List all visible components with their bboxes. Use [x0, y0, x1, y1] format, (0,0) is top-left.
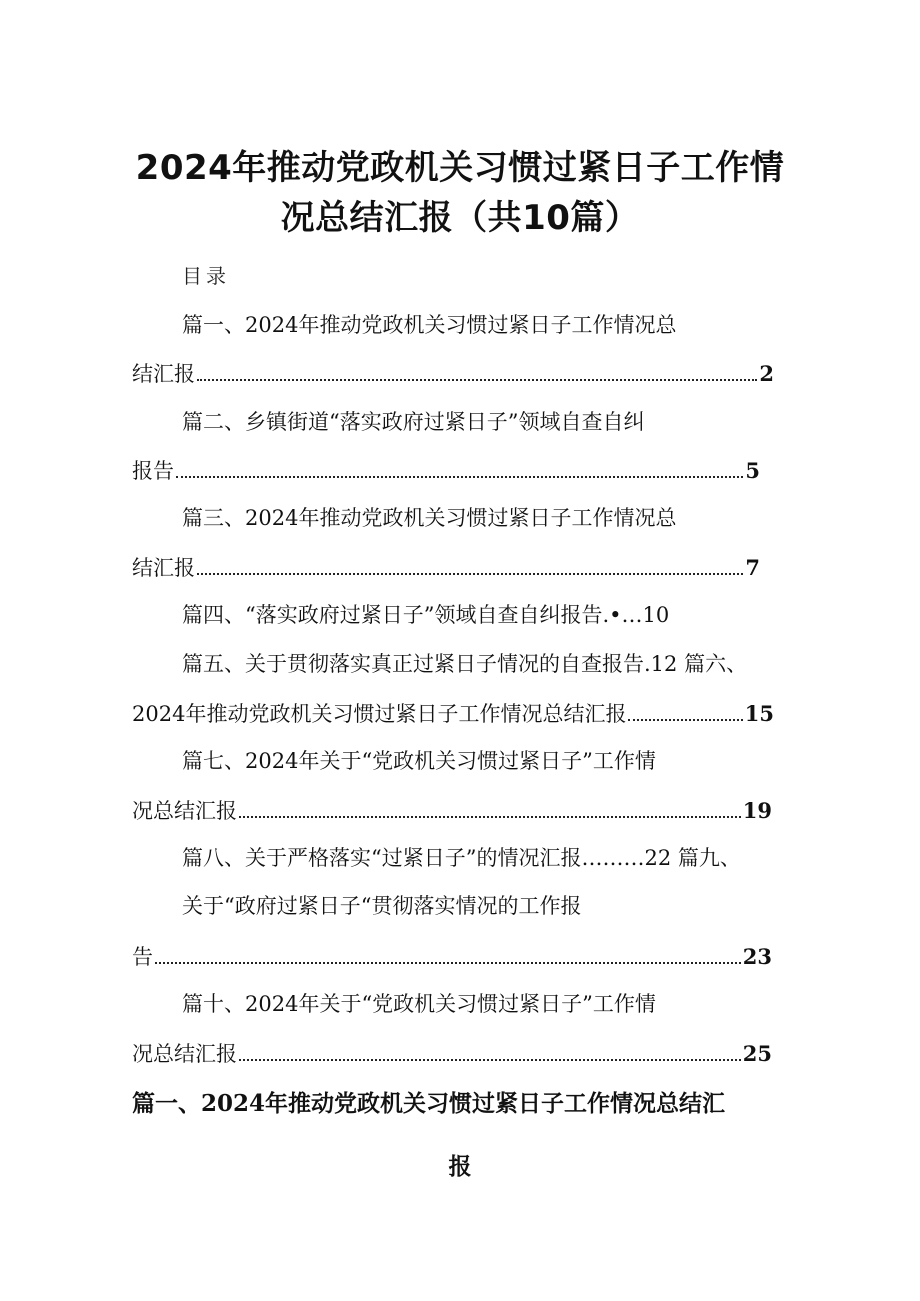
toc-entry-7-line1[interactable]: 篇七、2024年关于“党政机关习惯过紧日子”工作情 [182, 749, 656, 773]
toc-entry-10-page: 25 [742, 1041, 772, 1066]
toc-entry-10-line2[interactable] [132, 1043, 772, 1065]
toc-entry-3-line2[interactable] [132, 557, 760, 579]
toc-leader-dots [239, 816, 741, 818]
toc-entry-1-text: 结汇报 [132, 362, 195, 386]
toc-leader-dots [239, 1059, 741, 1061]
document-title-line2: 况总结汇报（共10篇） [280, 198, 640, 238]
toc-entry-2-text: 报告 [132, 459, 174, 483]
toc-leader-dots [197, 379, 757, 381]
section-heading-line1: 篇一、2024年推动党政机关习惯过紧日子工作情况总结汇 [132, 1090, 726, 1117]
toc-entry-9-line1[interactable]: 关于“政府过紧日子“贯彻落实情况的工作报 [182, 894, 582, 918]
toc-leader-dots [197, 573, 743, 575]
toc-entry-4[interactable]: 篇四、“落实政府过紧日子”领域自查自纠报告.•…10 [182, 603, 670, 627]
toc-entry-3-line1[interactable]: 篇三、2024年推动党政机关习惯过紧日子工作情况总 [182, 506, 677, 530]
toc-entry-1-line2[interactable] [132, 363, 774, 385]
section-heading-line2: 报 [448, 1153, 472, 1180]
toc-entry-2-line2[interactable] [132, 460, 760, 482]
toc-entry-9-text: 告 [132, 945, 153, 969]
toc-entry-2-line1[interactable]: 篇二、乡镇街道“落实政府过紧日子”领域自查自纠 [182, 410, 645, 434]
toc-entry-3-text: 结汇报 [132, 556, 195, 580]
toc-entry-10-text: 况总结汇报 [132, 1042, 237, 1066]
toc-leader-dots [155, 962, 741, 964]
toc-entry-7-text: 况总结汇报 [132, 799, 237, 823]
toc-entry-6-text: 2024年推动党政机关习惯过紧日子工作情况总结汇报 [132, 702, 627, 726]
toc-entry-9-page: 23 [742, 944, 772, 969]
toc-entry-8[interactable]: 篇八、关于严格落实“过紧日子”的情况汇报………22 篇九、 [182, 846, 741, 870]
toc-leader-dots [628, 719, 742, 721]
toc-entry-2-page: 5 [745, 458, 760, 483]
toc-entry-9-line2[interactable] [132, 946, 772, 968]
toc-label: 目录 [182, 264, 230, 288]
toc-entry-7-page: 19 [742, 798, 772, 823]
toc-entry-6-page: 15 [744, 701, 774, 726]
toc-entry-6[interactable] [132, 703, 774, 725]
toc-leader-dots [176, 476, 743, 478]
document-title-line1: 2024年推动党政机关习惯过紧日子工作情 [135, 148, 785, 188]
toc-entry-1-page: 2 [759, 361, 774, 386]
toc-entry-5[interactable]: 篇五、关于贯彻落实真正过紧日子情况的自查报告.12 篇六、 [182, 652, 748, 676]
toc-entry-1-line1[interactable]: 篇一、2024年推动党政机关习惯过紧日子工作情况总 [182, 313, 677, 337]
toc-entry-10-line1[interactable]: 篇十、2024年关于“党政机关习惯过紧日子”工作情 [182, 992, 656, 1016]
toc-entry-7-line2[interactable] [132, 800, 772, 822]
toc-entry-3-page: 7 [745, 555, 760, 580]
